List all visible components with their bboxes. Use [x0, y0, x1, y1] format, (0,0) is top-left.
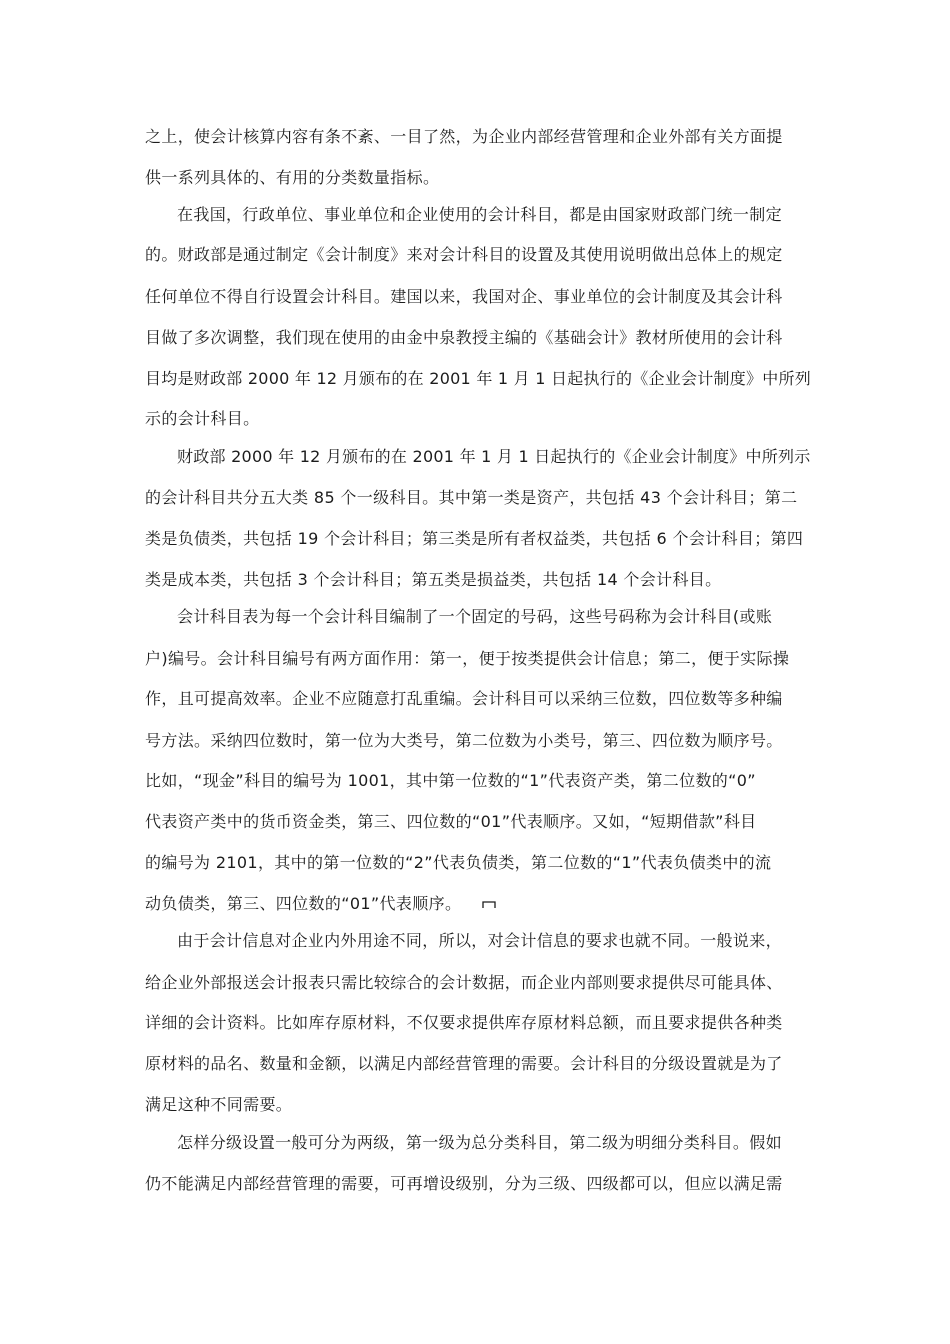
text-line: 供一系列具体的、有用的分类数量指标。 [145, 168, 440, 187]
text-line: 给企业外部报送会计报表只需比较综合的会计数据，而企业内部则要求提供尽可能具体、 [145, 973, 783, 992]
text-line: 详细的会计资料。比如库存原材料，不仅要求提供库存原材料总额，而且要求提供各种类 [145, 1013, 783, 1032]
paragraph-mark-icon [482, 899, 496, 909]
text-line: 示的会计科目。 [145, 409, 260, 428]
text-line: 的编号为 2101，其中的第一位数的“2”代表负债类，第二位数的“1”代表负债类中的流 [145, 853, 772, 872]
text-line: 满足这种不同需要。 [145, 1095, 293, 1114]
text-line: 财政部 2000 年 12 月颁布的在 2001 年 1 月 1 日起执行的《企业会计制度》中所列示 [177, 447, 811, 466]
text-line: 目做了多次调整，我们现在使用的由金中泉教授主编的《基础会计》教材所使用的会计科 [145, 328, 783, 347]
text-line: 的。财政部是通过制定《会计制度》来对会计科目的设置及其使用说明做出总体上的规定 [145, 245, 783, 264]
text-line: 类是成本类，共包括 3 个会计科目；第五类是损益类，共包括 14 个会计科目。 [145, 570, 722, 589]
text-line: 原材料的品名、数量和金额，以满足内部经营管理的需要。会计科目的分级设置就是为了 [145, 1054, 783, 1073]
text-line: 作，且可提高效率。企业不应随意打乱重编。会计科目可以采纳三位数，四位数等多种编 [145, 689, 783, 708]
text-line: 仍不能满足内部经营管理的需要，可再增设级别，分为三级、四级都可以，但应以满足需 [145, 1174, 783, 1193]
text-line: 户)编号。会计科目编号有两方面作用：第一，便于按类提供会计信息；第二，便于实际操 [145, 649, 790, 668]
text-line: 号方法。采纳四位数时，第一位为大类号，第二位数为小类号，第三、四位数为顺序号。 [145, 731, 783, 750]
text-line: 比如，“现金”科目的编号为 1001，其中第一位数的“1”代表资产类，第二位数的“0” [145, 771, 756, 790]
text-line: 目均是财政部 2000 年 12 月颁布的在 2001 年 1 月 1 日起执行的《企业会计制度》中所列 [145, 369, 812, 388]
text-line: 在我国，行政单位、事业单位和企业使用的会计科目，都是由国家财政部门统一制定 [177, 205, 782, 224]
text-line: 怎样分级设置一般可分为两级，第一级为总分类科目，第二级为明细分类科目。假如 [177, 1133, 782, 1152]
text-line: 会计科目表为每一个会计科目编制了一个固定的号码，这些号码称为会计科目(或账 [177, 607, 773, 626]
text-line: 动负债类，第三、四位数的“01”代表顺序。 [145, 894, 462, 913]
text-line: 的会计科目共分五大类 85 个一级科目。其中第一类是资产，共包括 43 个会计科目；第二 [145, 488, 798, 507]
text-line: 之上，使会计核算内容有条不紊、一目了然，为企业内部经营管理和企业外部有关方面提 [145, 127, 783, 146]
text-line: 代表资产类中的货币资金类，第三、四位数的“01”代表顺序。又如，“短期借款”科目 [145, 812, 757, 831]
text-line: 由于会计信息对企业内外用途不同，所以，对会计信息的要求也就不同。一般说来， [177, 931, 782, 950]
text-line: 任何单位不得自行设置会计科目。建国以来，我国对企、事业单位的会计制度及其会计科 [145, 287, 783, 306]
text-line: 类是负债类，共包括 19 个会计科目；第三类是所有者权益类，共包括 6 个会计科目；第四 [145, 529, 804, 548]
